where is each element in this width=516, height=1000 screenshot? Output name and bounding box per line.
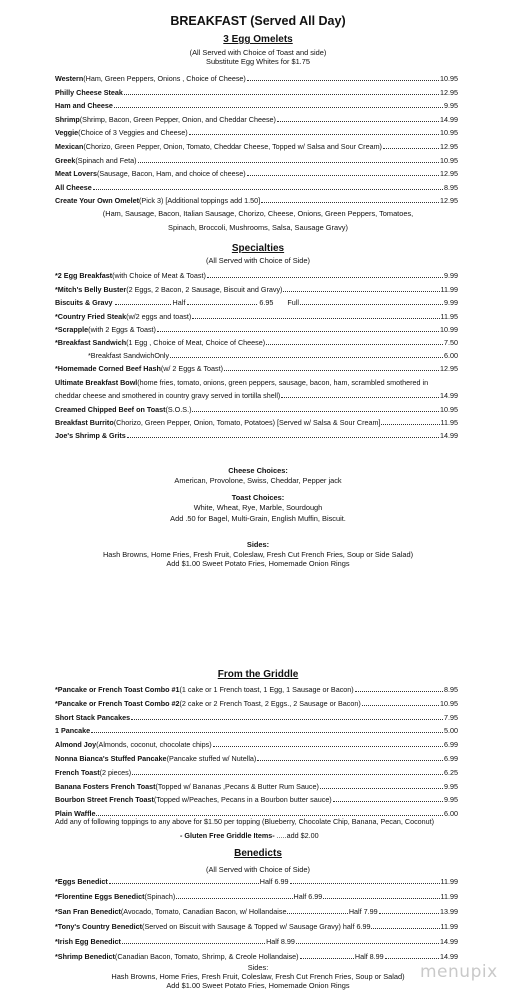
menu-item [55,285,458,297]
leader-dots [207,271,443,278]
menu-item [55,128,458,140]
leader-dots [157,325,439,332]
leader-dots [224,364,439,371]
sides-add: Add $1.00 Sweet Potato Fries, Homemade Onion Rings [166,559,350,568]
item-price: 10.99 [440,325,458,334]
leader-dots [371,922,439,929]
leader-dots [176,892,292,899]
item-desc: (S.O.S.) [165,405,192,414]
leader-dots [266,338,443,345]
breakfast-title: BREAKFAST (Served All Day) [170,14,346,28]
menu-item [55,754,458,766]
menu-item [55,156,458,168]
half-label: Half [172,298,186,307]
menu-item [55,892,458,904]
leader-dots [283,285,439,292]
item-price: 14.99 [440,114,458,124]
item-desc: (Canadian Bacon, Tomato, Shrimp, & Creole Hollandaise) [114,952,299,961]
item-name: Creamed Chipped Beef on Toast [55,405,166,414]
item-desc: (Ham, Green Peppers, Onions , Choice of Cheese) [83,74,246,83]
menu-item-bowl-cont [55,391,458,403]
item-name: *Shrimp Benedict [55,952,115,961]
griddle-title: From the Griddle [217,669,299,680]
item-name: Western [55,74,84,83]
menu-item [55,740,458,752]
item-desc: (1 Egg , Choice of Meat, Choice of Cheese) [126,338,266,347]
menu-item [55,877,458,889]
item-name: Greek [55,155,76,165]
item-name: Nonna Bianca's Stuffed Pancake [55,754,167,763]
omelet-choices-line-1: (Ham, Sausage, Bacon, Italian Sausage, Chorizo, Cheese, Onions, Green Peppers, Tomatoes, [102,209,414,218]
item-name: All Cheese [55,182,92,192]
omelet-choices-line-2: Spinach, Broccoli, Mushrooms, Salsa, Sausage Gravy) [168,223,348,232]
menu-item [55,101,458,113]
item-price: 9.95 [444,795,458,805]
item-desc: (Topped w/Peaches, Pecans in a Bourbon butter sauce) [153,795,332,805]
item-price: 13.99 [440,907,458,916]
item-desc: (Spinach and Feta) [75,155,137,165]
leader-dots [300,298,443,305]
item-desc: (Chorizo, Green Pepper, Onion, Tomato, Potatoes) [Served w/ Salsa & Sour Cream] [113,418,381,427]
toast-choices-title: Toast Choices: [231,493,285,502]
menu-item [55,183,458,195]
item-name: French Toast [55,767,100,777]
leader-dots [257,754,443,761]
menu-item [55,922,458,934]
sides-title: Sides: [246,540,270,549]
item-name: Veggie [55,128,79,138]
item-desc: (home fries, tomato, onions, green peppers, sausage, bacon, ham, scrambled smothered in [137,378,429,387]
omelets-title: 3 Egg Omelets [223,34,293,45]
menu-item-biscuits [55,298,458,310]
sides-list: Hash Browns, Home Fries, Fresh Fruit, Coleslaw, Fresh Cut French Fries, Soup or Side Salad) [102,550,414,559]
watermark-logo: menupix [420,962,498,982]
leader-dots [213,740,443,747]
item-desc: (w/2 eggs and toast) [126,312,192,321]
leader-dots [192,405,439,412]
cheese-choices-list: American, Provolone, Swiss, Cheddar, Pepper jack [174,476,342,485]
item-desc: (Almonds, coconut, chocolate chips) [96,740,212,750]
item-desc: *Breakfast SandwichOnly [88,351,170,360]
item-name: *Homemade Corned Beef Hash [55,364,161,373]
item-desc: (2 Eggs, 2 Bacon, 2 Sausage, Biscuit and Gravy) [126,285,283,294]
item-desc: (Pick 3) [Additional toppings add 1.50] [139,196,261,206]
item-price: 10.95 [440,74,458,83]
leader-dots [355,685,443,692]
item-name: *Mitch's Belly Buster [55,285,127,294]
leader-dots [127,431,439,438]
item-name: *Pancake or French Toast Combo #1 [55,685,180,694]
item-price: 9.95 [444,101,458,111]
toast-choices-add: Add .50 for Bagel, Multi-Grain, English Muffin, Biscuit. [170,514,346,523]
item-name: *Scrapple [55,325,89,334]
leader-dots [189,128,439,135]
item-name: *2 Egg Breakfast [55,271,113,280]
item-name: *Country Fried Steak [55,312,127,321]
leader-dots [91,726,443,733]
item-name: *Irish Egg Benedict [55,937,121,946]
leader-dots [170,351,443,358]
menu-item [55,405,458,417]
menu-item [55,169,458,181]
item-desc: (2 pieces) [99,767,132,777]
item-price: 10.95 [440,128,458,138]
leader-dots [131,713,443,720]
specialties-title: Specialties [231,243,285,254]
item-desc: (w/ 2 Eggs & Toast) [160,364,224,373]
menu-item [55,726,458,738]
item-desc: (Shrimp, Bacon, Green Pepper, Onion, and Cheddar Cheese) [79,114,276,124]
gluten-free-label: - Gluten Free Griddle Items- [180,831,275,840]
leader-dots [381,418,439,425]
benedicts-note: (All Served with Choice of Side) [206,865,310,874]
item-price: 11.99 [440,892,458,901]
cheese-choices-title: Cheese Choices: [228,466,288,475]
leader-dots [109,877,259,884]
menu-item-bowl [55,378,458,390]
item-desc: (Choice of 3 Veggies and Cheese) [78,128,188,138]
leader-dots [320,782,443,789]
item-name: Shrimp [55,114,80,124]
item-price: 12.95 [440,142,458,151]
item-price: 8.95 [444,182,458,192]
leader-dots [290,877,440,884]
menu-item [55,431,458,443]
item-price: 12.95 [440,364,458,373]
item-price: 6.99 [444,754,458,763]
item-name: Ultimate Breakfast Bowl [55,378,138,387]
item-price: 11.95 [440,312,458,321]
omelets-note: (All Served with Choice of Toast and side) [189,48,327,57]
item-price: 11.99 [440,285,458,294]
gluten-free-line [180,830,516,842]
leader-dots [323,892,439,899]
leader-dots [379,907,439,914]
item-name: Mexican [55,142,84,151]
item-price: 5.00 [444,726,458,736]
item-desc: (2 cake or 2 French Toast, 2 Eggs., 2 Sausage or Bacon) [179,698,361,708]
gluten-free-price: .....add $2.00 [274,831,319,840]
leader-dots [138,156,439,163]
item-price: 6.00 [444,351,458,360]
item-price: 12.95 [440,196,458,206]
menu-item [55,88,458,100]
item-price: 11.99 [440,877,458,886]
item-price: 9.99 [444,271,458,280]
menu-item [55,795,458,807]
half-price: 6.95 [259,298,274,307]
item-name: Ham and Cheese [55,101,113,111]
item-name: *Pancake or French Toast Combo #2 [55,698,180,708]
item-name: Biscuits & Gravy [55,298,113,307]
item-name: Banana Fosters French Toast [55,781,156,791]
item-name: *Breakfast Sandwich [55,338,127,347]
menu-item [55,115,458,127]
item-name: Bourbon Street French Toast [55,795,154,805]
menu-item [55,74,458,86]
item-name: *Eggs Benedict [55,877,108,886]
leader-dots [93,183,443,190]
leader-dots [114,101,443,108]
menu-item [55,713,458,725]
half-price: Half 7.99 [348,907,378,916]
item-price: 10.95 [440,698,458,708]
menu-item [55,685,458,697]
item-name: Short Stack Pancakes [55,712,131,722]
leader-dots [132,768,443,775]
menu-item [55,325,458,337]
leader-dots [300,952,354,959]
full-price: 9.99 [444,298,458,307]
griddle-toppings: Add any of following toppings to any above for $1.50 per topping (Blueberry, Chocolate Chip, Banana, Pecan, Coconut) [55,817,435,826]
menu-item [55,699,458,711]
item-name: Philly Cheese Steak [55,87,123,97]
benedict-sides-title: Sides: [247,963,269,972]
leader-dots [333,795,443,802]
item-price: 14.99 [440,391,458,400]
half-price: Half 8.99 [354,952,384,961]
leader-dots [247,169,439,176]
item-price: 7.95 [444,712,458,722]
half-price: Half 6.99 [293,892,323,901]
benedict-sides-list: Hash Browns, Home Fries, Fresh Fruit, Coleslaw, Fresh Cut French Fries, Soup or Salad) [111,972,405,981]
item-desc: (Chorizo, Green Pepper, Onion, Tomato, Cheddar Cheese, Topped w/ Salsa and Sour Cream) [83,142,382,151]
item-desc: (Served on Biscuit with Sausage & Topped w/ Sausage Gravy) half 6.99 [142,922,371,931]
menu-item [55,142,458,154]
half-price: Half 6.99 [259,877,289,886]
item-name: Joe's Shrimp & Grits [55,431,126,440]
leader-dots [296,937,439,944]
menu-item [55,937,458,949]
leader-dots [261,196,439,203]
menu-item [88,351,458,363]
item-name: Breakfast Burrito [55,418,114,427]
item-name: *Florentine Eggs Benedict [55,892,145,901]
item-desc: (Pancake stuffed w/ Nutella) [166,754,257,763]
half-price: Half 8.99 [266,937,295,946]
menu-item [55,418,458,430]
item-desc: (1 cake or 1 French toast, 1 Egg, 1 Sausage or Bacon) [179,685,354,694]
leader-dots [281,391,439,398]
item-name: *Tony's Country Benedict [55,922,143,931]
item-price: 10.95 [440,155,458,165]
item-name: Meat Lovers [55,169,97,179]
item-price: 8.95 [444,685,458,694]
menu-item [55,338,458,350]
menu-item [55,364,458,376]
item-price: 11.95 [440,418,458,427]
item-desc: (with 2 Eggs & Toast) [88,325,156,334]
menu-item [55,907,458,919]
item-price: 7.50 [444,338,458,347]
omelets-note-2: Substitute Egg Whites for $1.75 [206,57,310,66]
leader-dots [383,142,439,149]
leader-dots [187,298,257,305]
item-desc: (Sausage, Bacon, Ham, and choice of cheese) [96,169,246,179]
item-price: 6.00 [444,809,458,819]
leader-dots [115,298,171,305]
leader-dots [385,952,439,959]
item-price: 6.99 [444,740,458,750]
leader-dots [287,907,347,914]
item-name: 1 Pancake [55,726,91,736]
toast-choices-list: White, Wheat, Rye, Marble, Sourdough [193,503,323,512]
item-price: 12.95 [440,169,458,179]
item-name: *San Fran Benedict [55,907,121,916]
leader-dots [247,74,439,81]
item-name: Almond Joy [55,740,97,750]
menu-item [55,768,458,780]
item-name: Plain Waffle [55,809,96,819]
item-price: 6.25 [444,767,458,777]
item-price: 12.95 [440,87,458,97]
item-desc: (with Choice of Meat & Toast) [112,271,206,280]
full-label: Full [287,298,299,307]
menu-item [55,312,458,324]
item-price: 9.95 [444,781,458,791]
benedicts-title: Benedicts [234,848,282,859]
item-price: 14.99 [440,937,458,946]
item-desc: (Avocado, Tomato, Canadian Bacon, w/ Hollandaise [120,907,287,916]
leader-dots [124,88,439,95]
item-price: 14.99 [440,431,458,440]
item-desc: (Topped w/ Bananas ,Pecans & Butter Rum Sauce) [155,781,319,791]
item-price: 14.99 [440,952,458,961]
item-price: 10.95 [440,405,458,414]
leader-dots [122,937,265,944]
menu-item [55,782,458,794]
item-desc: (Spinach) [144,892,176,901]
leader-dots [277,115,439,122]
menu-item [55,196,458,208]
item-price: 11.99 [440,922,458,931]
specialties-note: (All Served with Choice of Side) [206,256,310,265]
item-name: Create Your Own Omelet [55,196,140,206]
leader-dots [192,312,439,319]
benedict-sides-add: Add $1.00 Sweet Potato Fries, Homemade Onion Rings [166,981,350,990]
menu-item [55,271,458,283]
item-desc: cheddar cheese and smothered in country gravy served in tortilla shell) [55,391,281,400]
leader-dots [362,699,439,706]
